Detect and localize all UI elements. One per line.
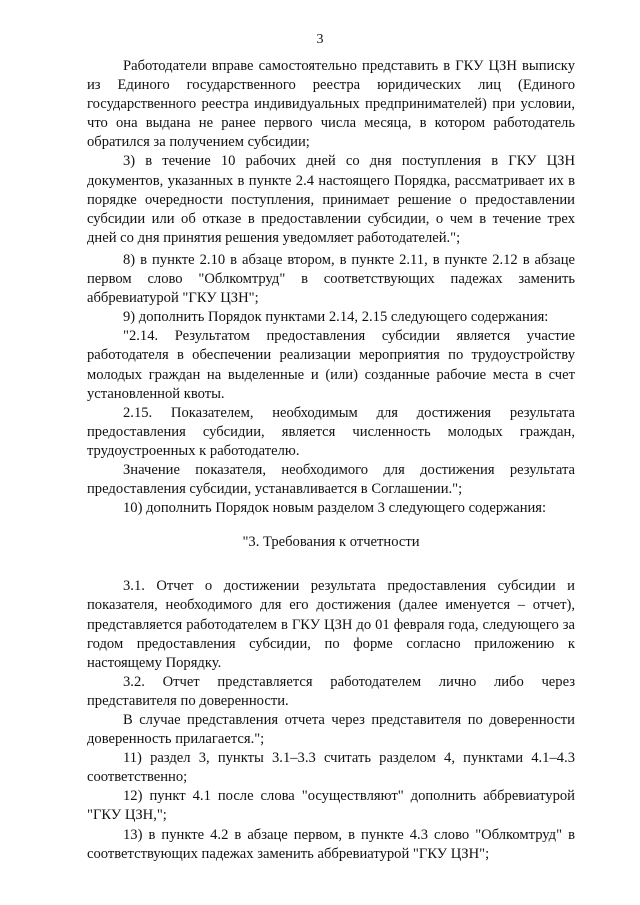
- document-body: [87, 57, 575, 864]
- page-number: 3: [316, 32, 324, 47]
- paragraph-employers-extract: Работодатели вправе самостоятельно представить в ГКУ ЦЗН выписку из Единого государственного реестра юридических лиц (Единого государственного реестра индивидуальных предпринимателей) при условии, что она выдана не ранее первого числа месяца, в котором работодатель обратился за получением субсидии;: [87, 58, 575, 151]
- paragraph-item-8: 8) в пункте 2.10 в абзаце втором, в пункте 2.11, в пункте 2.12 в абзаце первом слово "Облкомтруд" в соответствующих падежах заменить аббревиатурой "ГКУ ЦЗН";: [87, 251, 575, 307]
- paragraph-3-2: 3.2. Отчет представляется работодателем лично либо через представителя по доверенности.: [87, 673, 575, 709]
- paragraph-indicator-value: Значение показателя, необходимого для достижения результата предоставления субсидии, устанавливается в Соглашении.";: [87, 461, 575, 498]
- paragraph-item-11: 11) раздел 3, пункты 3.1–3.3 считать разделом 4, пунктами 4.1–4.3 соответственно;: [87, 750, 575, 786]
- paragraph-2-15: 2.15. Показателем, необходимым для достижения результата предоставления субсидии, является численность молодых граждан, трудоустроенных к работодателю.: [87, 404, 575, 459]
- paragraph-item-13: 13) в пункте 4.2 в абзаце первом, в пункте 4.3 слово "Облкомтруд" в соответствующих падежах заменить аббревиатурой "ГКУ ЦЗН";: [87, 826, 575, 862]
- paragraph-3-1: 3.1. Отчет о достижении результата предоставления субсидии и показателя, необходимого для его достижения (далее именуется – отчет), представляется работодателем в ГКУ ЦЗН до 01 февраля года, следующего за годом предоставления субсидии, по форме согласно приложению к настоящему Порядку.: [87, 578, 575, 671]
- paragraph-representative: В случае представления отчета через представителя по доверенности доверенность прилагается.";: [87, 712, 575, 748]
- section-heading: "3. Требования к отчетности: [242, 534, 420, 551]
- paragraph-item-12: 12) пункт 4.1 после слова "осуществляют" дополнить аббревиатурой "ГКУ ЦЗН,";: [87, 788, 575, 824]
- paragraph-2-14: "2.14. Результатом предоставления субсидии является участие работодателя в обеспечении реализации мероприятия по трудоустройству молодых граждан на выделенные и (или) созданные рабочие места в счет установленной квоты.: [87, 328, 575, 402]
- paragraph-item-3: 3) в течение 10 рабочих дней со дня поступления в ГКУ ЦЗН документов, указанных в пункте 2.4 настоящего Порядка, рассматривает их в порядке очередности поступления, принимает решение о предоставлении субсидии или об отказе в предоставлении субсидии, о чем в течение трех дней со дня принятия решения уведомляет работодателей.";: [87, 153, 575, 246]
- paragraph-item-9: 9) дополнить Порядок пунктами 2.14, 2.15 следующего содержания:: [123, 309, 549, 326]
- paragraph-item-10: 10) дополнить Порядок новым разделом 3 следующего содержания:: [123, 500, 547, 517]
